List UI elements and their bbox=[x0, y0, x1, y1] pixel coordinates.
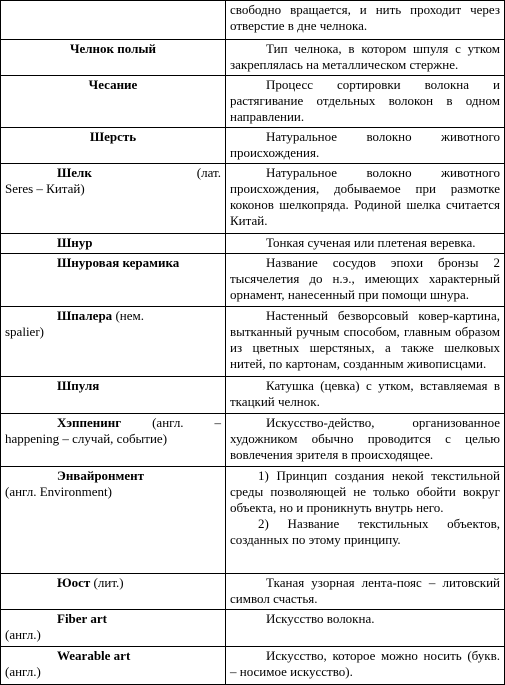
term-cell bbox=[1, 234, 226, 254]
definition-text: Натуральное волокно животного происхождения, добываемое при размотке коконов шелкопряда. Родиной шелка считается Китай. bbox=[230, 165, 500, 228]
term-text: Шнур bbox=[57, 235, 93, 250]
term-cell bbox=[1, 1, 226, 40]
term-note: (англ.) bbox=[5, 664, 41, 679]
term-note: spalier) bbox=[5, 324, 44, 339]
term-note: (англ. Environment) bbox=[5, 484, 112, 499]
table-row bbox=[1, 307, 505, 377]
table-row bbox=[1, 574, 505, 610]
table-row bbox=[1, 377, 505, 414]
definition-cell bbox=[226, 610, 505, 647]
term-text: Хэппенинг bbox=[57, 415, 122, 430]
table-row bbox=[1, 164, 505, 234]
term-note: (англ. – happening – случай, событие) bbox=[5, 415, 222, 446]
table-row bbox=[1, 610, 505, 647]
term-cell bbox=[1, 164, 226, 234]
definition-cell bbox=[226, 234, 505, 254]
term-cell bbox=[1, 254, 226, 307]
term-text: Шпуля bbox=[57, 378, 100, 393]
table-row bbox=[1, 76, 505, 128]
definition-cell bbox=[226, 164, 505, 234]
definition-cell bbox=[226, 414, 505, 467]
definition-text: Катушка (цевка) с утком, вставляемая в ткацкий челнок. bbox=[230, 378, 500, 409]
table-row bbox=[1, 647, 505, 685]
term-text: Шнуровая керамика bbox=[57, 255, 180, 270]
term-text: Юост bbox=[57, 575, 91, 590]
definition-text: Настенный безворсовый ковер-картина, вытканный ручным способом, главным образом из цветных шерстяных, а также шелковых нитей, по картонам, созданным живописцами. bbox=[230, 308, 500, 371]
term-text: Шпалера bbox=[57, 308, 113, 323]
definition-text: Процесс сортировки волокна и растягивание отдельных волокон в одном направлении. bbox=[230, 77, 500, 124]
term-cell bbox=[1, 128, 226, 164]
term-cell bbox=[1, 414, 226, 467]
term-text: Энвайронмент bbox=[57, 468, 145, 483]
definition-text: свободно вращается, и нить проходит через отверстие в дне челнока. bbox=[230, 2, 500, 33]
term-note: (нем. bbox=[115, 308, 144, 323]
term-text: Шерсть bbox=[89, 129, 137, 144]
term-note: (лат. bbox=[196, 165, 221, 180]
definition-cell bbox=[226, 647, 505, 685]
term-note: Seres – Китай) bbox=[5, 181, 85, 196]
definition-cell bbox=[226, 467, 505, 574]
term-text: Wearable art bbox=[57, 648, 131, 663]
term-cell bbox=[1, 40, 226, 76]
term-cell bbox=[1, 467, 226, 574]
definition-cell bbox=[226, 1, 505, 40]
term-cell bbox=[1, 76, 226, 128]
definition-cell bbox=[226, 254, 505, 307]
table-row bbox=[1, 467, 505, 574]
definition-text: Тип челнока, в котором шпуля с утком закреплялась на металлическом стержне. bbox=[230, 41, 500, 72]
term-cell bbox=[1, 610, 226, 647]
definition-cell bbox=[226, 76, 505, 128]
definition-cell bbox=[226, 128, 505, 164]
term-cell bbox=[1, 574, 226, 610]
definition-text: Натуральное волокно животного происхождения. bbox=[230, 129, 500, 160]
table-row bbox=[1, 128, 505, 164]
term-text: Шелк bbox=[57, 165, 92, 180]
definition-text: Искусство, которое можно носить (букв. – носимое искусство). bbox=[230, 648, 500, 679]
definition-cell bbox=[226, 377, 505, 414]
definition-cell bbox=[226, 307, 505, 377]
definition-text: Тканая узорная лента-пояс – литовский символ счастья. bbox=[230, 575, 500, 606]
table-row bbox=[1, 414, 505, 467]
definition-item: 2) Название текстильных объектов, созданных по этому принципу. bbox=[230, 516, 500, 547]
table-row bbox=[1, 254, 505, 307]
definition-text: Искусство волокна. bbox=[266, 611, 375, 626]
term-text: Челнок полый bbox=[69, 41, 157, 56]
table-row bbox=[1, 234, 505, 254]
definition-text: Название сосудов эпохи бронзы 2 тысячелетия до н.э., имеющих характерный орнамент, нанесенный при помощи шнура. bbox=[230, 255, 500, 302]
term-cell bbox=[1, 647, 226, 685]
definition-cell bbox=[226, 40, 505, 76]
definition-cell bbox=[226, 574, 505, 610]
term-text: Чесание bbox=[88, 77, 138, 92]
term-text: Fiber art bbox=[57, 611, 107, 626]
term-cell bbox=[1, 307, 226, 377]
term-note: (англ.) bbox=[5, 627, 41, 642]
definition-text: Тонкая сученая или плетеная веревка. bbox=[266, 235, 476, 250]
definition-text: Искусство-действо, организованное художником обычно проводится с целью вовлечения зрителя в происходящее. bbox=[230, 415, 500, 462]
table-row bbox=[1, 1, 505, 40]
term-note: (лит.) bbox=[93, 575, 124, 590]
term-cell bbox=[1, 377, 226, 414]
table-row bbox=[1, 40, 505, 76]
definition-item: 1) Принцип создания некой текстильной среды позволяющей не только обойти вокруг объекта, но и проникнуть внутрь него. bbox=[230, 468, 500, 515]
